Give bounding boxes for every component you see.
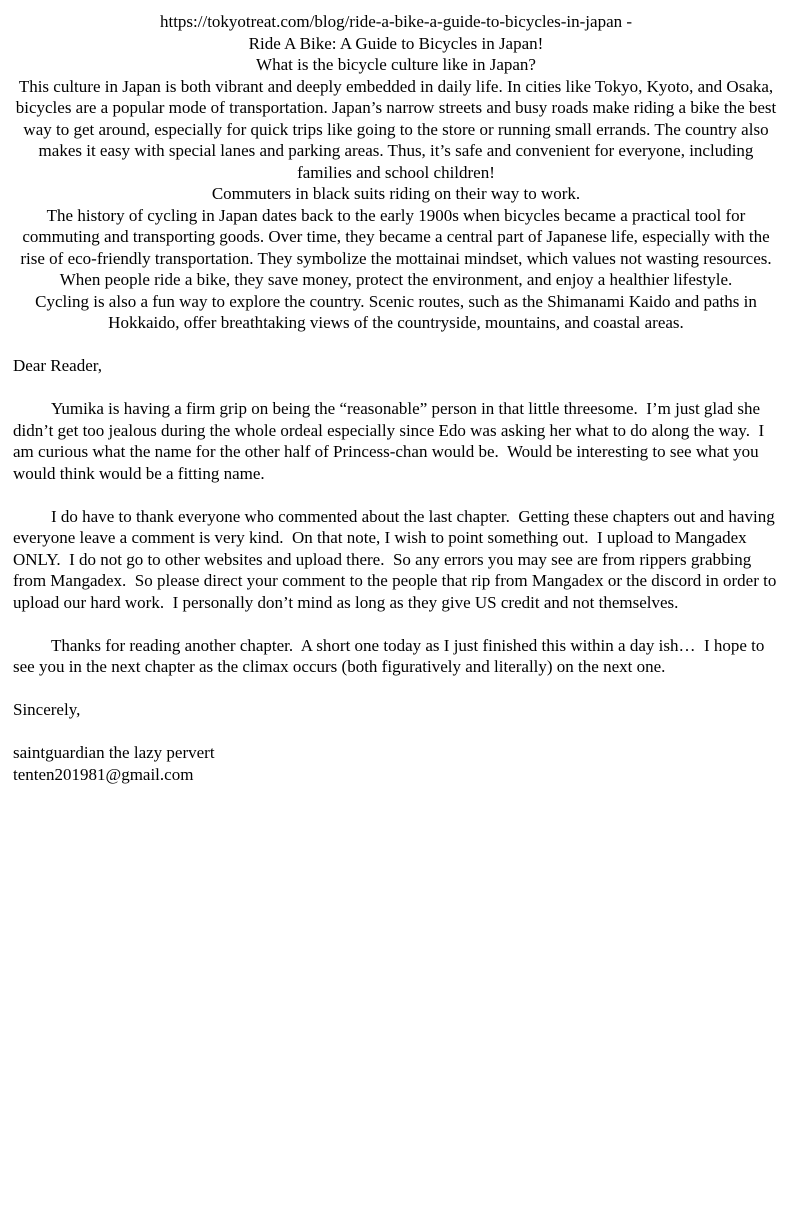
article-url: https://tokyotreat.com/blog/ride-a-bike-a-guide-to-bicycles-in-japan -: [159, 12, 633, 31]
article-history-paragraph: The history of cycling in Japan dates back to the early 1900s when bicycles became a practical tool for commuting and transporting goods. Over time, they became a central part of Japanese life, especially with the rise of eco-friendly transportation. They symbolize the mottainai mindset, which values not wasting resources. When people ride a bike, they save money, protect the environment, and enjoy a healthier lifestyle.: [20, 205, 776, 289]
article-excerpt: [13, 11, 779, 334]
signature-name: saintguardian the lazy pervert: [13, 743, 215, 762]
signature-email: tenten201981@gmail.com: [13, 764, 194, 784]
letter-paragraph: I do have to thank everyone who commented about the last chapter. Getting these chapters out and having everyone leave a comment is very kind. On that note, I wish to point something out. I upload to Mangadex ONLY. I do not go to other websites and upload there. So any errors you may see are from rippers grabbing from Mangadex. So please direct your comment to the people that rip from Mangadex or the discord in order to upload our hard work. I personally don’t mind as long as they give US credit and not themselves.: [13, 506, 781, 612]
author-note-letter: [13, 355, 779, 785]
letter-paragraph: Thanks for reading another chapter. A short one today as I just finished this within a day ish… I hope to see you in the next chapter as the climax occurs (both figuratively and literally) on the next one.: [13, 635, 769, 676]
letter-paragraph: Yumika is having a firm grip on being the “reasonable” person in that little threesome. I’m just glad she didn’t get too jealous during the whole ordeal especially since Edo was asking her what to do along the way. I am curious what the name for the other half of Princess-chan would be. Would be interesting to see what you would think would be a fitting name.: [13, 399, 769, 483]
image-caption: Commuters in black suits riding on their way to work.: [211, 184, 581, 203]
article-title: Ride A Bike: A Guide to Bicycles in Japan!: [248, 33, 544, 53]
article-question-heading: What is the bicycle culture like in Japan?: [256, 55, 536, 74]
article-scenic-paragraph: Cycling is also a fun way to explore the country. Scenic routes, such as the Shimanami Kaido and paths in Hokkaido, offer breathtaking views of the countryside, mountains, and coastal areas.: [35, 291, 762, 332]
letter-salutation: Dear Reader,: [13, 356, 102, 375]
letter-closing: Sincerely,: [13, 700, 81, 719]
article-intro-paragraph: This culture in Japan is both vibrant and deeply embedded in daily life. In cities like Tokyo, Kyoto, and Osaka, bicycles are a popular mode of transportation. Japan’s narrow streets and busy roads make riding a bike the best way to get around, especially for quick trips like going to the store or running small errands. The country also makes it easy with special lanes and parking areas. Thus, it’s safe and convenient for everyone, including families and school children!: [15, 76, 781, 182]
